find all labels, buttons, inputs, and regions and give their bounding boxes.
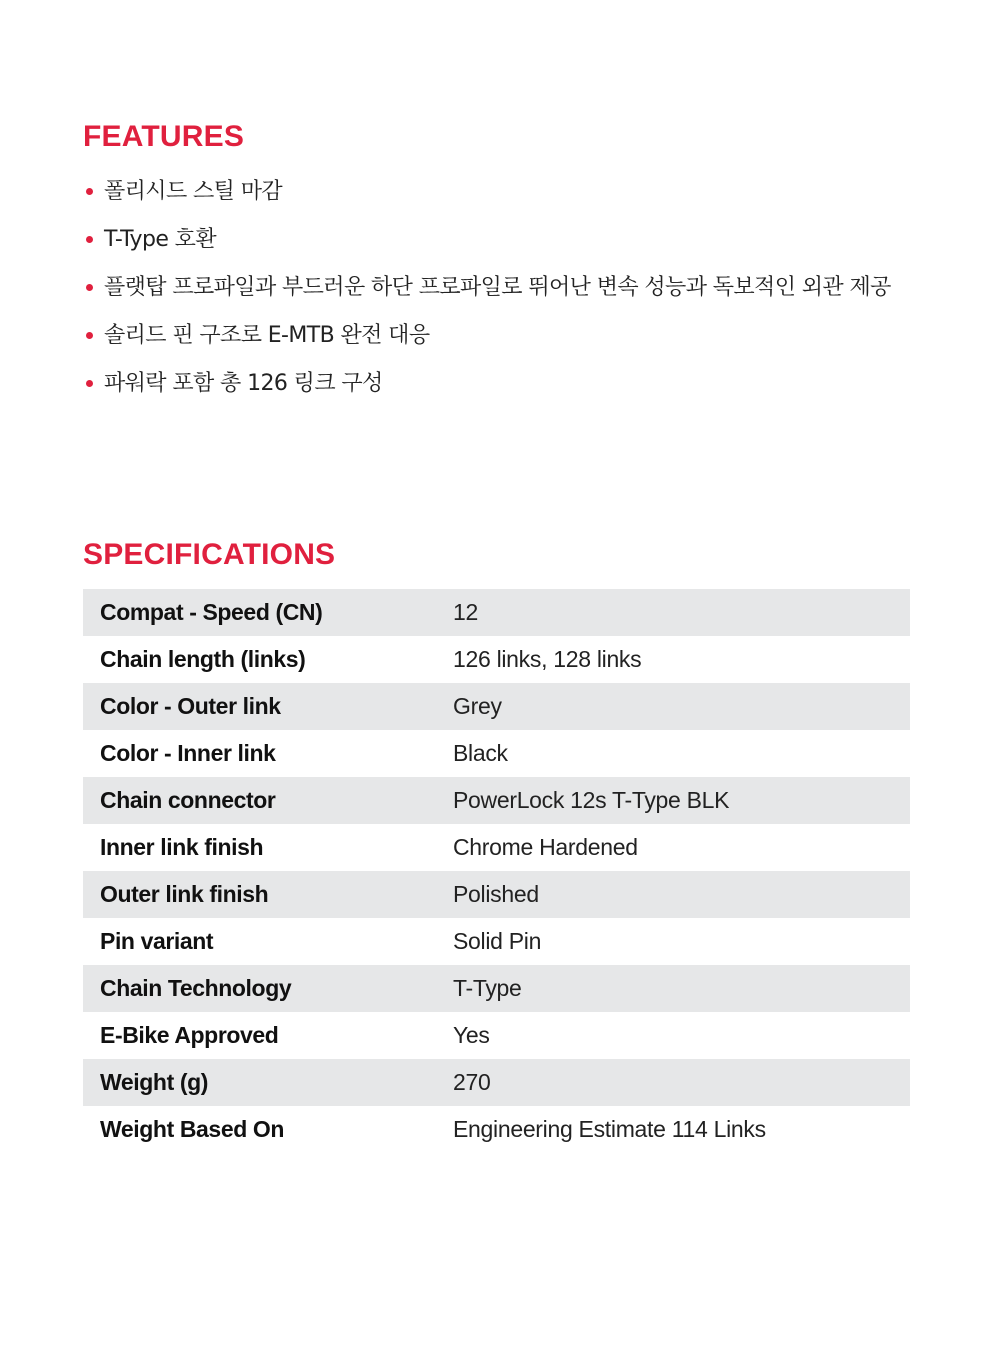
spec-label: Color - Inner link: [100, 740, 276, 766]
bullet-dot-icon: [86, 236, 93, 243]
spec-value: 12: [453, 589, 910, 636]
spec-label: Chain connector: [83, 777, 453, 824]
spec-value: Solid Pin: [453, 928, 542, 954]
feature-text: T-Type 호환: [104, 227, 216, 252]
table-row: [83, 824, 910, 871]
feature-item: [86, 316, 891, 364]
table-row: [83, 871, 910, 918]
feature-item: [86, 220, 891, 268]
spec-label: Compat - Speed (CN): [83, 589, 453, 636]
table-row: [83, 589, 910, 636]
spec-label: Chain length (links): [100, 646, 306, 672]
features-list: [86, 172, 891, 412]
spec-value: Engineering Estimate 114 Links: [453, 1116, 766, 1142]
spec-label: Chain Technology: [83, 965, 453, 1012]
bullet-dot-icon: [86, 380, 93, 387]
table-row: [83, 965, 910, 1012]
spec-value: Polished: [453, 871, 910, 918]
bullet-dot-icon: [86, 284, 93, 291]
bullet-dot-icon: [86, 188, 93, 195]
feature-text: 플랫탑 프로파일과 부드러운 하단 프로파일로 뛰어난 변속 성능과 독보적인 외관 제공: [104, 275, 891, 300]
features-heading: FEATURES: [83, 120, 245, 153]
table-row: [83, 918, 910, 965]
spec-label: Weight (g): [83, 1059, 453, 1106]
spec-value: T-Type: [453, 965, 910, 1012]
spec-value: Black: [453, 740, 508, 766]
spec-label: Inner link finish: [100, 834, 264, 860]
spec-value: Grey: [453, 683, 910, 730]
feature-text: 솔리드 핀 구조로 E-MTB 완전 대응: [104, 323, 430, 348]
specifications-table: [83, 589, 910, 1153]
table-row: [83, 1106, 910, 1153]
spec-label: Pin variant: [100, 928, 214, 954]
feature-item: [86, 268, 891, 316]
feature-item: [86, 172, 891, 220]
table-row: [83, 636, 910, 683]
spec-value: 270: [453, 1059, 910, 1106]
spec-label: Outer link finish: [83, 871, 453, 918]
table-row: [83, 777, 910, 824]
specifications-heading: SPECIFICATIONS: [83, 538, 336, 571]
feature-item: [86, 364, 891, 412]
spec-value: 126 links, 128 links: [453, 646, 642, 672]
table-row: [83, 730, 910, 777]
spec-value: Yes: [453, 1022, 490, 1048]
table-row: [83, 1059, 910, 1106]
spec-label: E-Bike Approved: [100, 1022, 279, 1048]
bullet-dot-icon: [86, 332, 93, 339]
table-row: [83, 683, 910, 730]
feature-text: 파워락 포함 총 126 링크 구성: [104, 371, 383, 396]
spec-label: Weight Based On: [100, 1116, 284, 1142]
spec-value: PowerLock 12s T-Type BLK: [453, 777, 910, 824]
spec-value: Chrome Hardened: [453, 834, 638, 860]
table-row: [83, 1012, 910, 1059]
feature-text: 폴리시드 스틸 마감: [104, 179, 283, 204]
spec-label: Color - Outer link: [83, 683, 453, 730]
